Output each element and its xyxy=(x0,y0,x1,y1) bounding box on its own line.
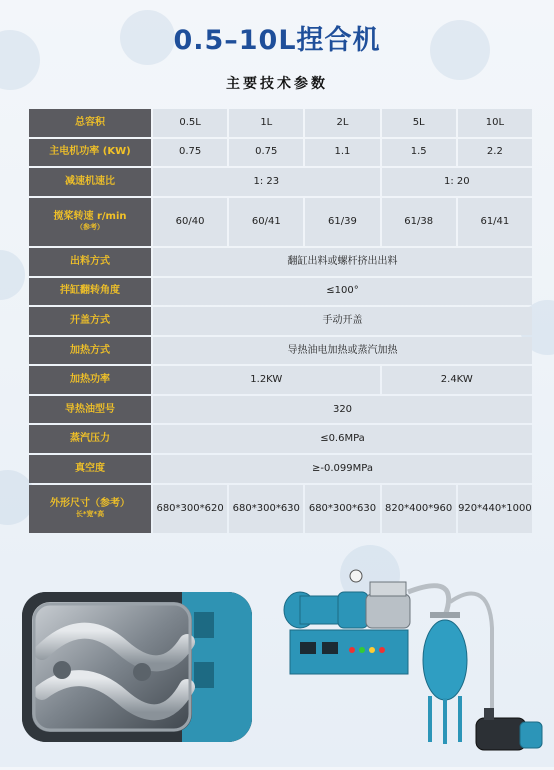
row-label-reducer-ratio: 减速机速比 xyxy=(29,168,151,196)
table-row xyxy=(29,109,532,137)
table-cell: 1.2KW xyxy=(153,366,380,394)
table-cell: 1.1 xyxy=(305,139,379,167)
table-row xyxy=(29,366,532,394)
row-label-dimensions xyxy=(29,485,151,533)
table-cell: 60/41 xyxy=(229,198,303,246)
table-row xyxy=(29,168,532,196)
row-sublabel: （参考） xyxy=(76,223,104,232)
table-cell: 0.75 xyxy=(229,139,303,167)
row-label-oil-model: 导热油型号 xyxy=(29,396,151,424)
table-cell: 820*400*960 xyxy=(382,485,456,533)
table-cell: 10L xyxy=(458,109,532,137)
table-cell: 61/39 xyxy=(305,198,379,246)
row-label-paddle-speed xyxy=(29,198,151,246)
table-cell: 61/38 xyxy=(382,198,456,246)
row-label-capacity: 总容积 xyxy=(29,109,151,137)
page-subtitle: 主要技术参数 xyxy=(226,76,328,92)
table-cell: 680*300*620 xyxy=(153,485,227,533)
row-label-lid-opening: 开盖方式 xyxy=(29,307,151,335)
table-row xyxy=(29,198,532,246)
table-cell: 2.4KW xyxy=(382,366,532,394)
kneader-machine-illustration xyxy=(270,568,550,766)
table-cell: 0.75 xyxy=(153,139,227,167)
row-label-heating-method: 加热方式 xyxy=(29,337,151,365)
table-cell: 680*300*630 xyxy=(229,485,303,533)
mixer-chamber-illustration xyxy=(22,592,252,742)
row-label-tilt-angle: 拌缸翻转角度 xyxy=(29,278,151,306)
kneader-machine-photo xyxy=(270,568,550,766)
row-label-text: 搅桨转速 r/min xyxy=(53,211,127,223)
row-sublabel: 长*宽*高 xyxy=(75,510,105,519)
table-row xyxy=(29,425,532,453)
table-cell: 61/41 xyxy=(458,198,532,246)
row-label-discharge: 出料方式 xyxy=(29,248,151,276)
row-label-heating-power: 加热功率 xyxy=(29,366,151,394)
table-cell: 5L xyxy=(382,109,456,137)
table-cell: ≤100° xyxy=(153,278,532,306)
table-row xyxy=(29,337,532,365)
table-cell: 1.5 xyxy=(382,139,456,167)
table-row xyxy=(29,278,532,306)
table-cell: 60/40 xyxy=(153,198,227,246)
table-row xyxy=(29,248,532,276)
table-cell: 2.2 xyxy=(458,139,532,167)
table-cell: 翻缸出料或螺杆挤出出料 xyxy=(153,248,532,276)
page-title: 0.5–10L捏合机 xyxy=(173,25,381,56)
table-cell: 1: 20 xyxy=(382,168,532,196)
row-label-text: 外形尺寸（参考） xyxy=(50,498,130,510)
table-cell: 1: 23 xyxy=(153,168,380,196)
table-cell: 1L xyxy=(229,109,303,137)
table-row xyxy=(29,139,532,167)
row-label-vacuum: 真空度 xyxy=(29,455,151,483)
table-row xyxy=(29,396,532,424)
watermark-disc xyxy=(0,250,25,300)
table-cell: 0.5L xyxy=(153,109,227,137)
table-cell: 680*300*630 xyxy=(305,485,379,533)
table-cell: ≤0.6MPa xyxy=(153,425,532,453)
spec-table xyxy=(27,107,534,535)
table-row xyxy=(29,455,532,483)
table-cell: ≥-0.099MPa xyxy=(153,455,532,483)
table-cell: 320 xyxy=(153,396,532,424)
table-cell: 920*440*1000 xyxy=(458,485,532,533)
table-cell: 导热油电加热或蒸汽加热 xyxy=(153,337,532,365)
mixer-chamber-photo xyxy=(22,592,252,742)
table-row xyxy=(29,485,532,533)
row-label-steam-pressure: 蒸汽压力 xyxy=(29,425,151,453)
table-row xyxy=(29,307,532,335)
table-cell: 手动开盖 xyxy=(153,307,532,335)
table-cell: 2L xyxy=(305,109,379,137)
row-label-motor-power: 主电机功率 (KW) xyxy=(29,139,151,167)
